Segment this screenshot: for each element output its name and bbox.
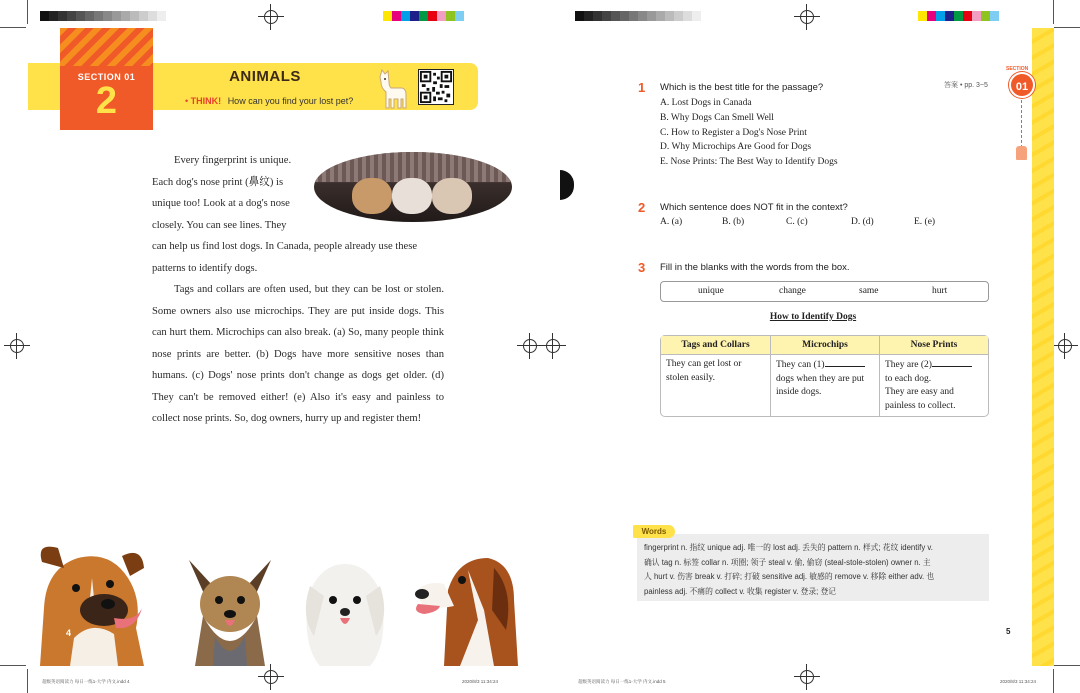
vocab-line: 人 hurt v. 伤害 break v. 打碎; 打破 sensitive adj. 敏感的 remove v. 移除 either adv. 也	[644, 572, 935, 582]
think-prompt: • THINK! How can you find your lost pet?	[185, 96, 354, 106]
footer-file-info: 超级英语阅读力 每日一练1-大学 内文.indd 4	[42, 679, 130, 684]
vocab-line: 确认 tag n. 标签 collar n. 项圈; 领子 steal v. 偷, 偷窃 (steal-stole-stolen) owner n. 主	[644, 557, 931, 567]
crop-mark	[0, 27, 26, 28]
yellow-edge-strip	[1032, 28, 1054, 666]
vocabulary-list	[644, 541, 984, 599]
alpaca-icon	[376, 68, 410, 110]
cell-text: They are easy and painless to collect.	[885, 387, 956, 411]
table-header: Nose Prints	[880, 336, 988, 355]
option-e[interactable]: E. Nose Prints: The Best Way to Identify Dogs	[660, 157, 838, 168]
footer-file-info: 超级英语阅读力 每日一练1-大学 内文.indd 5	[578, 679, 666, 684]
unit-title: ANIMALS	[229, 68, 301, 85]
word-option[interactable]: same	[859, 286, 879, 296]
grayscale-bar	[40, 11, 166, 21]
page-number: 4	[66, 628, 72, 638]
word-option[interactable]: change	[779, 286, 806, 296]
passage-line: Each dog's nose print (鼻纹) is	[152, 176, 284, 188]
table-cell	[661, 355, 771, 416]
table-header: Tags and Collars	[661, 336, 771, 355]
option-b[interactable]: B. Why Dogs Can Smell Well	[660, 112, 774, 123]
color-bar	[383, 11, 473, 21]
option-d[interactable]: D. (d)	[851, 217, 874, 227]
question-text: Fill in the blanks with the words from the box.	[660, 262, 850, 273]
registration-mark-icon	[540, 333, 566, 359]
table-title: How to Identify Dogs	[769, 312, 857, 322]
footer-date: 2020/8/3 11:34:24	[462, 679, 498, 684]
qr-code-icon[interactable]	[418, 69, 454, 105]
registration-mark-icon	[1052, 333, 1078, 359]
word-option[interactable]: unique	[698, 286, 724, 296]
cell-text: They are (2)	[885, 360, 932, 370]
cell-text: to each dog.	[885, 373, 932, 384]
crop-mark	[1053, 0, 1054, 24]
badge-weight-icon	[1016, 146, 1027, 160]
option-e[interactable]: E. (e)	[914, 217, 936, 227]
passage-line: Every fingerprint is unique.	[174, 155, 292, 166]
crop-mark	[0, 665, 26, 666]
boxer-dog-illustration	[32, 538, 152, 666]
option-b[interactable]: B. (b)	[722, 217, 745, 227]
answer-blank-2[interactable]	[932, 358, 972, 367]
yorkie-dog-illustration	[185, 556, 275, 666]
crop-mark	[1053, 669, 1054, 693]
section-badge: 01	[1009, 72, 1035, 98]
footer-date: 2020/8/3 11:34:24	[1000, 679, 1036, 684]
vocab-line: fingerprint n. 指纹 unique adj. 唯一的 lost adj. 丢失的 pattern n. 样式; 花纹 identify v.	[644, 543, 933, 552]
crop-mark	[27, 0, 28, 24]
think-question: How can you find your lost pet?	[227, 96, 354, 106]
grayscale-bar	[575, 11, 701, 21]
registration-mark-icon	[258, 664, 284, 690]
table-cell	[880, 355, 988, 416]
registration-mark-icon	[4, 333, 30, 359]
crop-mark	[1054, 27, 1080, 28]
maltese-dog-illustration	[300, 556, 390, 666]
cell-text: They can (1)	[776, 360, 825, 370]
table-header: Microchips	[771, 336, 880, 355]
beagle-dog-illustration	[414, 550, 518, 666]
words-tag: Words	[633, 525, 675, 538]
option-c[interactable]: C. (c)	[786, 217, 808, 227]
registration-mark-icon	[794, 664, 820, 690]
badge-string	[1021, 100, 1022, 148]
think-label: THINK!	[190, 96, 222, 106]
passage-line: unique too! Look at a dog's nose	[152, 198, 290, 209]
passage-line: closely. You can see lines. They	[152, 219, 287, 231]
question-number: 2	[638, 200, 646, 215]
comparison-table	[660, 335, 989, 417]
option-a[interactable]: A. Lost Dogs in Canada	[660, 98, 752, 108]
cell-text: They can get lost or stolen easily.	[666, 359, 742, 383]
badge-label: SECTION	[1006, 66, 1029, 72]
section-tab	[60, 28, 153, 130]
answer-blank-1[interactable]	[825, 358, 865, 367]
crop-mark	[27, 669, 28, 693]
passage-paragraph: Tags and collars are often used, but they can be lost or stolen. Some owners also use microchips. They are put inside dogs. This can hurt them. Microchips can also break. (a) So, many people think nose prints are better. (b) Dogs have more sensitive noses than humans. (c) Dogs' nose prints don't change as dogs get older. (d) They can't be removed either! (e) Also it's easy and painless to collect nose prints. So, dog owners, hurry up and register them!	[152, 284, 444, 424]
reading-passage	[152, 150, 444, 430]
answer-reference: 答案 • pp. 3~5	[944, 82, 988, 89]
registration-mark-icon	[794, 4, 820, 30]
cell-text: dogs when they are put inside dogs.	[776, 373, 865, 397]
question-number: 3	[638, 260, 646, 275]
word-box	[660, 281, 989, 302]
option-d[interactable]: D. Why Microchips Are Good for Dogs	[660, 142, 812, 153]
chevron-pattern	[60, 28, 153, 66]
section-label: SECTION 01	[77, 72, 136, 82]
option-a[interactable]: A. (a)	[660, 217, 683, 227]
page-number: 5	[1006, 627, 1011, 636]
question-number: 1	[638, 80, 646, 95]
color-bar	[918, 11, 1035, 21]
table-cell	[771, 355, 880, 416]
option-c[interactable]: C. How to Register a Dog's Nose Print	[660, 127, 807, 138]
registration-mark-icon	[258, 4, 284, 30]
question-text: Which is the best title for the passage?	[660, 82, 824, 93]
word-option[interactable]: hurt	[932, 286, 948, 296]
passage-line: patterns to identify dogs.	[152, 262, 258, 274]
q1-options	[660, 96, 838, 170]
passage-line: can help us find lost dogs. In Canada, people already use these	[152, 241, 418, 252]
vocab-line: painless adj. 不痛的 collect v. 收集 register v. 登录; 登记	[644, 586, 837, 596]
section-number: 2	[95, 80, 118, 122]
question-text: Which sentence does NOT fit in the context?	[660, 202, 848, 213]
crop-mark	[1054, 665, 1080, 666]
